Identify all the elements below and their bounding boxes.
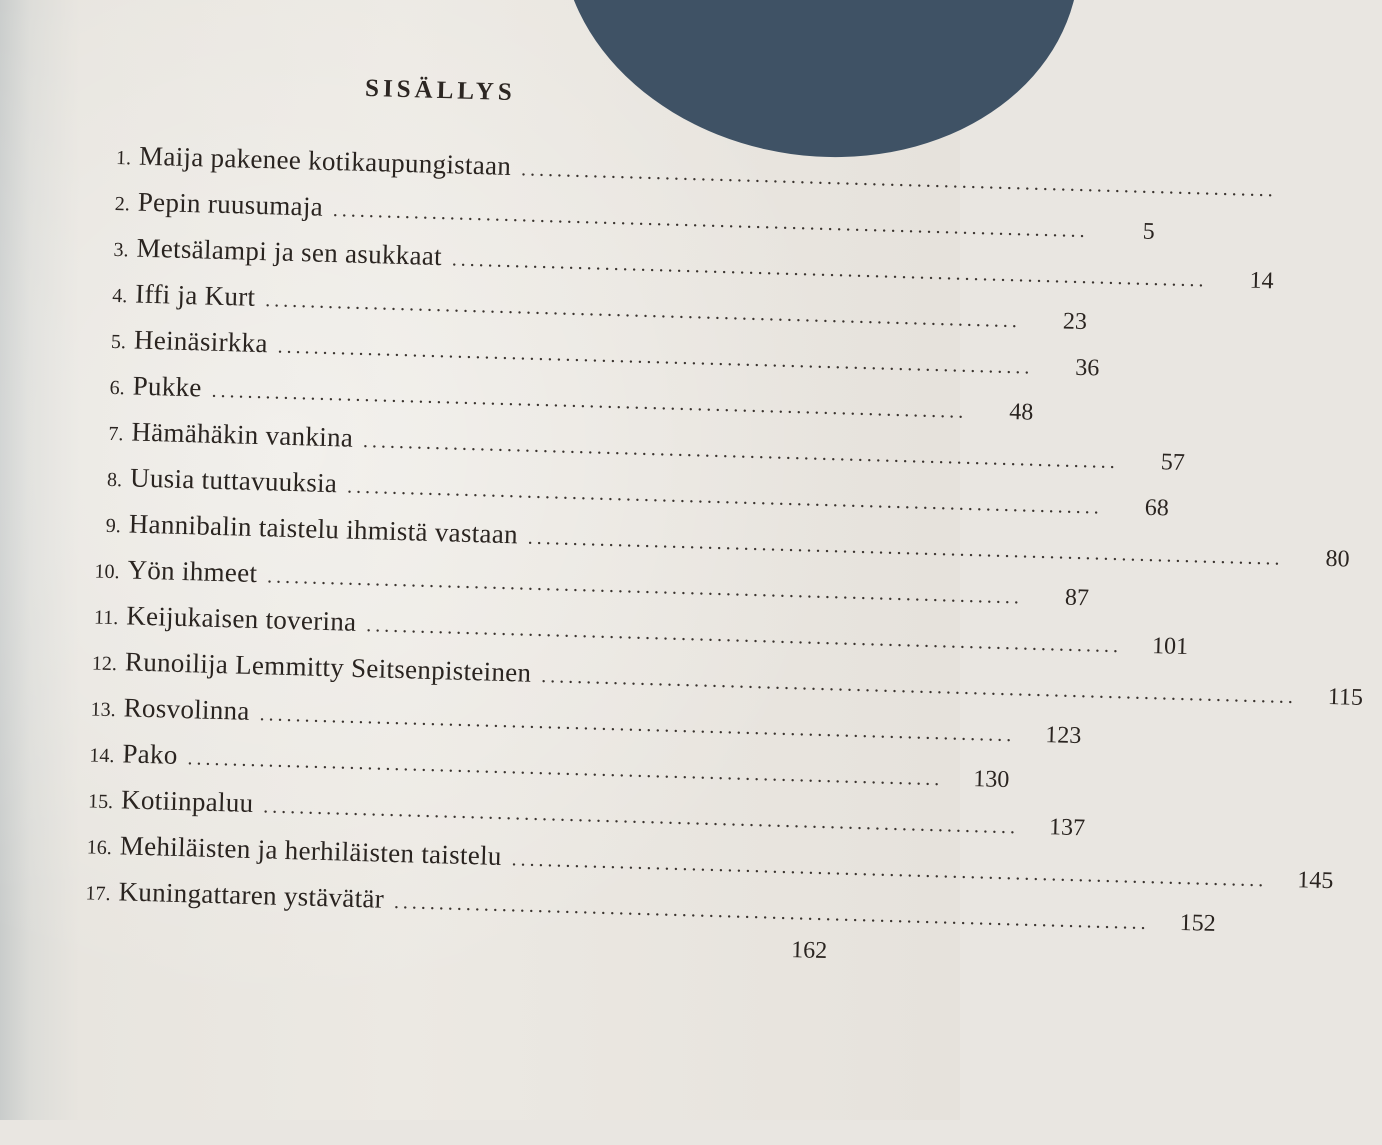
page-number: 145: [1296, 867, 1334, 895]
chapter-number: 11.: [93, 606, 119, 630]
chapter-title: Metsälampi ja sen asukkaat: [136, 232, 443, 272]
chapter-title: Rosvolinna: [123, 692, 251, 726]
dot-leader: ....................................................................................: [366, 614, 1123, 658]
chapter-number: 16.: [86, 836, 113, 860]
page-number: 123: [1044, 722, 1082, 750]
page-number: 36: [1075, 354, 1100, 382]
dot-leader: ....................................................................................: [187, 747, 944, 791]
dot-leader: ....................................................................................: [511, 848, 1268, 892]
chapter-number: [67, 937, 117, 938]
chapter-number: 17.: [85, 882, 111, 906]
chapter-number: 5.: [110, 330, 127, 354]
chapter-number: 2.: [114, 192, 131, 216]
chapter-number: 14.: [89, 744, 115, 768]
chapter-title: Maija pakenee kotikaupungistaan: [138, 140, 512, 181]
page-number: 14: [1249, 267, 1274, 295]
chapter-title: Uusia tuttavuuksia: [129, 462, 338, 499]
chapter-number: 10.: [94, 560, 120, 584]
page-number: 5: [1142, 218, 1156, 245]
dot-leader: ....................................................................................: [211, 379, 968, 423]
page-number: 57: [1160, 449, 1186, 476]
dot-leader: [127, 939, 761, 957]
dot-leader: ....................................................................................: [451, 248, 1208, 292]
chapter-title: Hämähäkin vankina: [131, 416, 354, 453]
chapter-title: Kotiinpaluu: [120, 784, 254, 819]
dot-leader: ....................................................................................: [527, 526, 1284, 570]
chapter-title: Hannibalin taistelu ihmistä vastaan: [128, 508, 519, 550]
toc-heading: SISÄLLYS: [364, 74, 517, 107]
page-number: 130: [972, 766, 1010, 794]
chapter-number: 9.: [105, 514, 122, 538]
chapter-title: Heinäsirkka: [133, 324, 269, 359]
dot-leader: ....................................................................................: [332, 199, 1089, 243]
chapter-title: Kuningattaren ystävätär: [118, 876, 385, 914]
dot-leader: ....................................................................................: [264, 289, 1022, 333]
page-number: 115: [1327, 684, 1364, 711]
chapter-number: 7.: [108, 422, 124, 446]
dot-leader: ....................................................................................: [263, 795, 1020, 839]
chapter-title: Yön ihmeet: [127, 554, 258, 589]
page-number: 23: [1062, 308, 1088, 336]
page-number: 137: [1048, 814, 1086, 842]
chapter-title: Mehiläisten ja herhiläisten taistelu: [119, 830, 503, 871]
page-number: 68: [1144, 494, 1170, 522]
dot-leader: ....................................................................................: [346, 475, 1104, 519]
dot-leader: ....................................................................................: [393, 891, 1150, 935]
dot-leader: ....................................................................................: [362, 429, 1120, 474]
chapter-title: Pukke: [132, 370, 203, 403]
chapter-title: Keijukaisen toverina: [125, 600, 357, 637]
chapter-title: Pepin ruusumaja: [137, 186, 324, 222]
chapter-number: 8.: [106, 468, 123, 492]
chapter-number: 12.: [91, 652, 118, 676]
page-number: 152: [1179, 909, 1217, 937]
page-number: 80: [1325, 545, 1350, 573]
dot-leader: ....................................................................................: [520, 158, 1278, 202]
dot-leader: ....................................................................................: [540, 665, 1298, 709]
chapter-number: 13.: [90, 698, 116, 722]
page-number: 87: [1064, 584, 1090, 612]
chapter-title: Runoilija Lemmitty Seitsenpisteinen: [124, 646, 532, 688]
page-number: [1287, 197, 1343, 199]
chapter-number: 4.: [111, 284, 128, 308]
chapter-number: 3.: [113, 238, 129, 262]
dot-leader: ....................................................................................: [259, 703, 1016, 747]
page-number: 101: [1151, 633, 1189, 661]
dot-leader: ....................................................................................: [277, 335, 1034, 379]
chapter-title: Pako: [122, 738, 179, 770]
dot-leader: ....................................................................................: [266, 565, 1024, 609]
chapter-number: 6.: [109, 376, 125, 400]
chapter-title: Iffi ja Kurt: [134, 278, 256, 312]
page-number: 162: [790, 937, 828, 965]
page-number: 48: [1008, 399, 1034, 426]
chapter-number: 15.: [87, 790, 114, 814]
chapter-number: 1.: [115, 146, 132, 170]
